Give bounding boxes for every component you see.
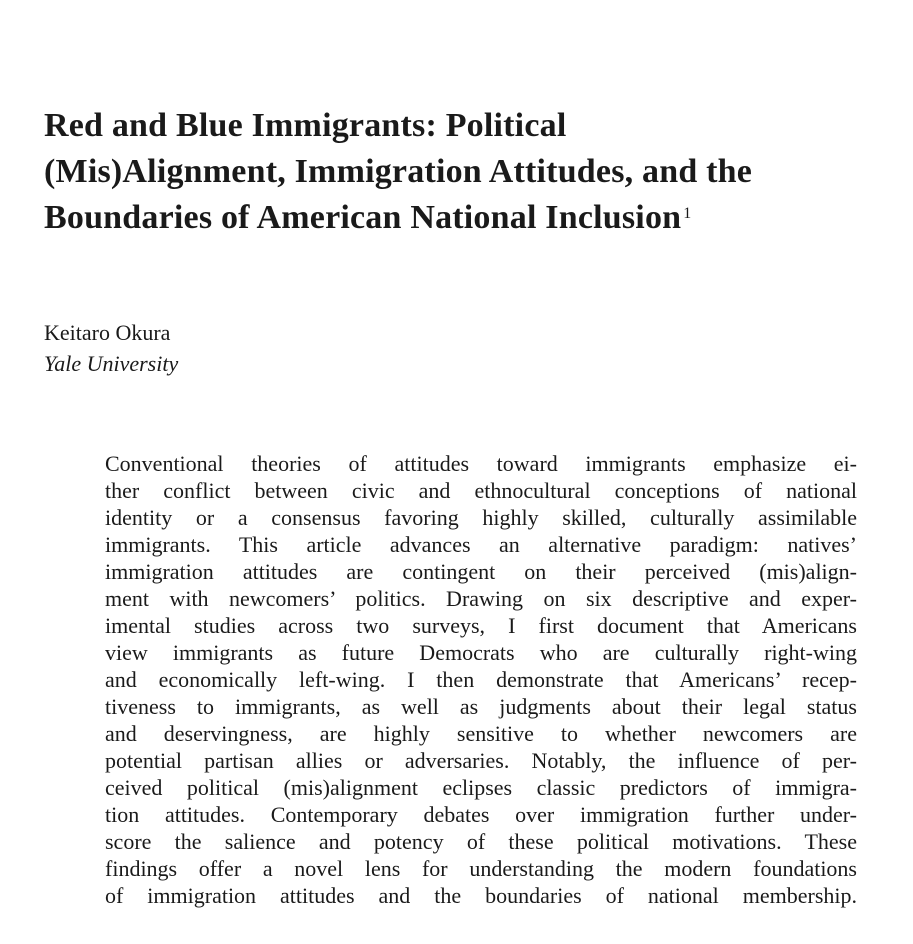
abstract-line: ment with newcomers’ politics. Drawing on six descriptive and exper- [105, 586, 857, 611]
abstract-line: potential partisan allies or adversaries. Notably, the influence of per- [105, 748, 857, 773]
abstract-line: immigrants. This article advances an alternative paradigm: natives’ [105, 532, 857, 557]
abstract [105, 450, 857, 909]
abstract-line: view immigrants as future Democrats who are culturally right-wing [105, 640, 857, 665]
abstract-line: ceived political (mis)alignment eclipses classic predictors of immigra- [105, 775, 857, 800]
abstract-line: Conventional theories of attitudes toward immigrants emphasize ei- [105, 451, 857, 476]
abstract-line: and deservingness, are highly sensitive to whether newcomers are [105, 721, 857, 746]
abstract-line: and economically left-wing. I then demonstrate that Americans’ recep- [105, 667, 857, 692]
abstract-line: tiveness to immigrants, as well as judgments about their legal status [105, 694, 857, 719]
abstract-line: tion attitudes. Contemporary debates over immigration further under- [105, 802, 857, 827]
author-affiliation: Yale University [44, 351, 179, 376]
title-footnote-marker[interactable]: 1 [683, 205, 692, 222]
author-name: Keitaro Okura [44, 320, 171, 345]
title-line-last [44, 195, 904, 241]
abstract-line: ther conflict between civic and ethnocultural conceptions of national [105, 478, 857, 503]
article-title [44, 103, 904, 241]
abstract-line: identity or a consensus favoring highly skilled, culturally assimilable [105, 505, 857, 530]
abstract-line: of immigration attitudes and the boundaries of national membership. [105, 883, 857, 908]
title-line: Red and Blue Immigrants: Political [44, 107, 567, 144]
abstract-line: imental studies across two surveys, I first document that Americans [105, 613, 857, 638]
abstract-line: score the salience and potency of these political motivations. These [105, 829, 857, 854]
abstract-line: immigration attitudes are contingent on their perceived (mis)align- [105, 559, 857, 584]
title-line-text: Boundaries of American National Inclusion [44, 199, 682, 236]
abstract-line: findings offer a novel lens for understanding the modern foundations [105, 856, 857, 881]
title-line: (Mis)Alignment, Immigration Attitudes, and the [44, 153, 753, 190]
